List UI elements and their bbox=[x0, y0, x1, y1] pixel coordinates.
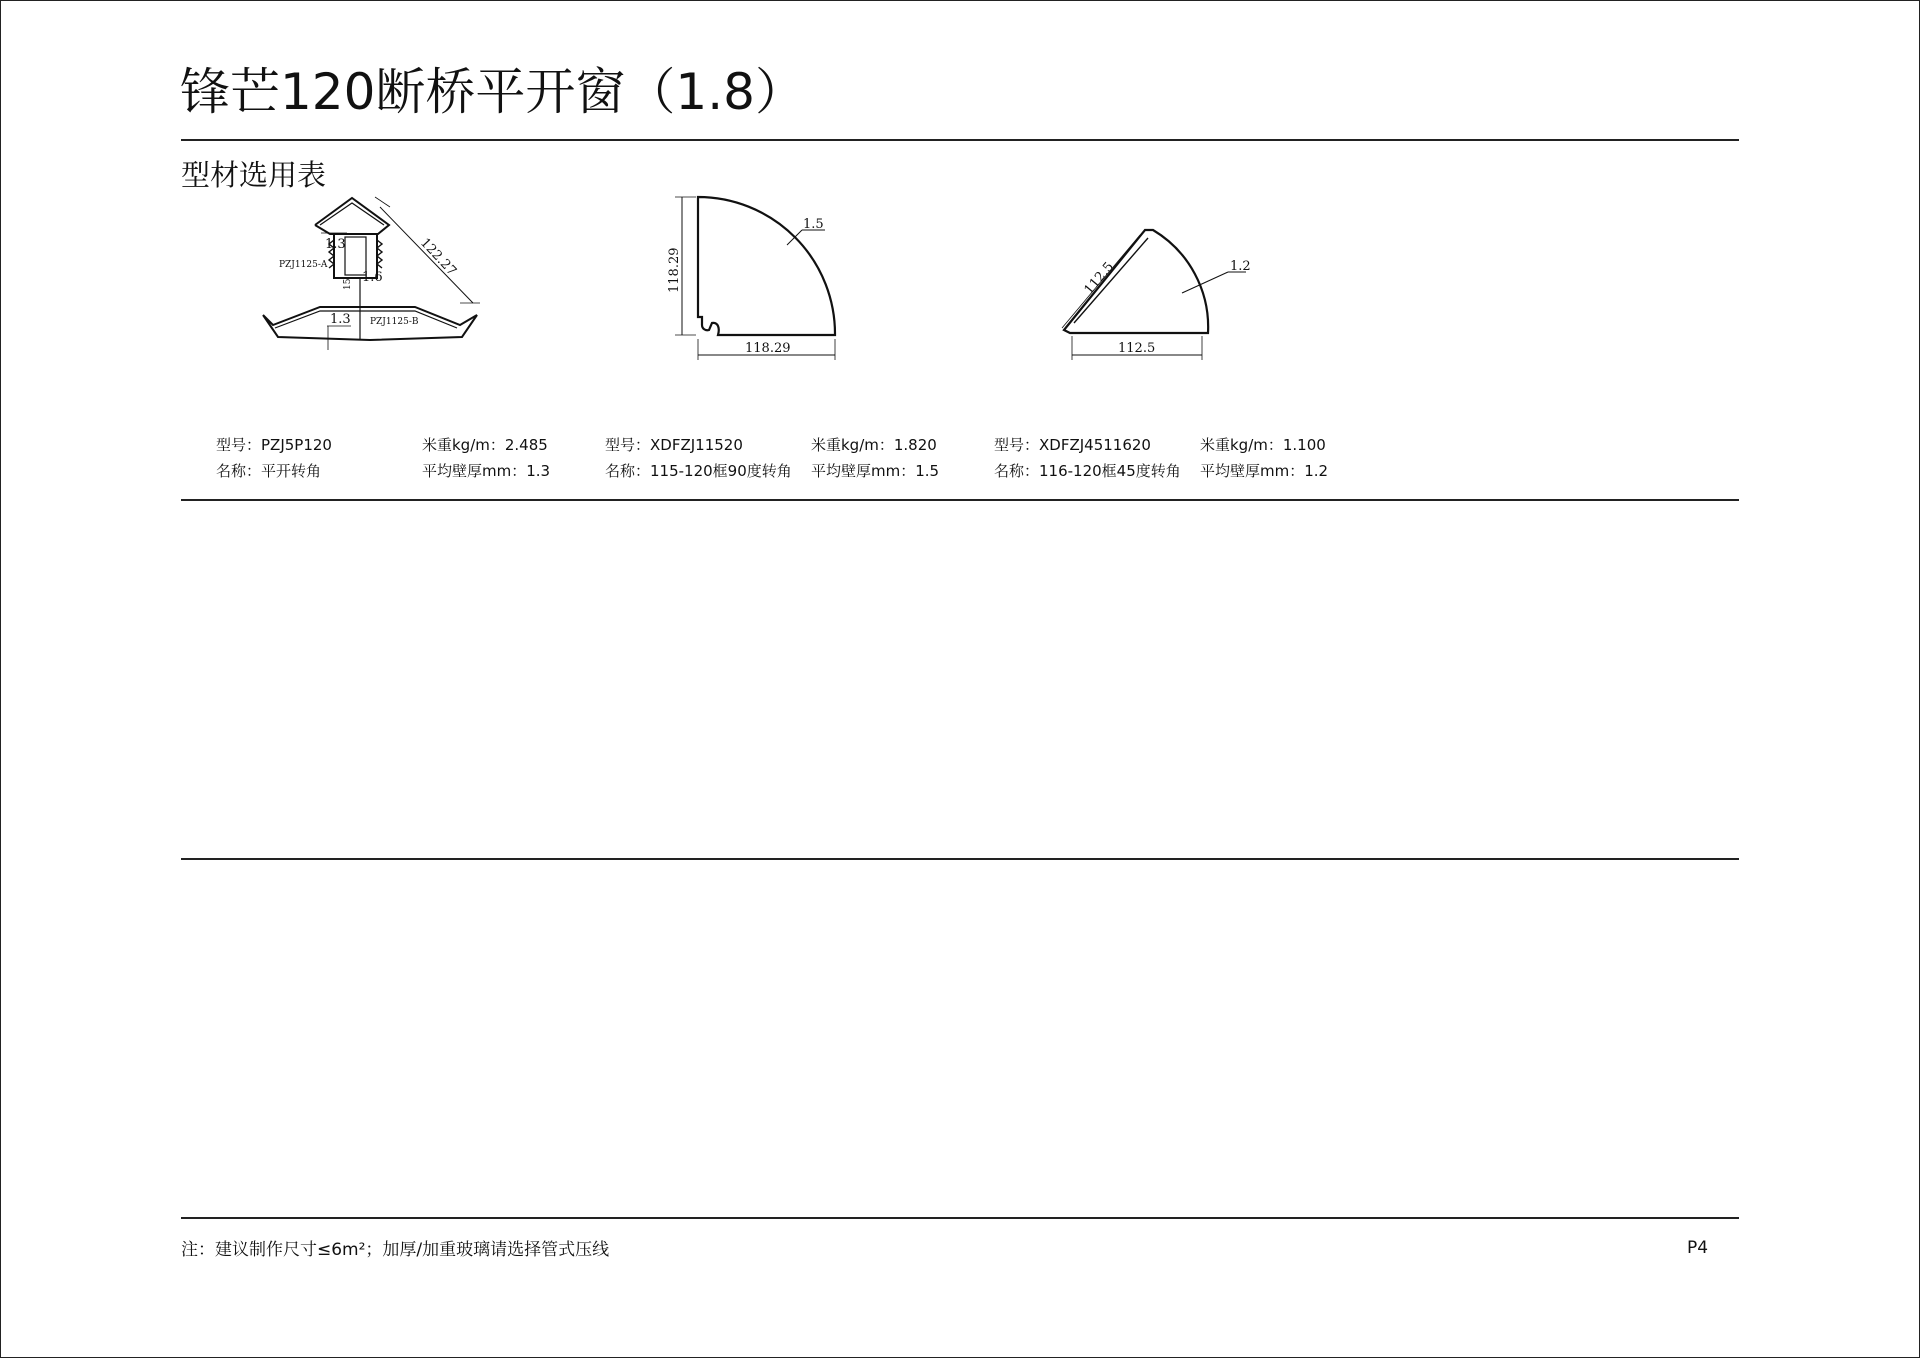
table-divider-1 bbox=[181, 499, 1739, 501]
profile-2-model: 型号：XDFZJ11520 bbox=[605, 436, 743, 454]
dim-t3: 1.3 bbox=[330, 312, 351, 327]
dim-h15: 15 bbox=[343, 278, 353, 290]
dim-bottom: 118.29 bbox=[745, 341, 791, 356]
dim-wall: 1.5 bbox=[803, 217, 824, 232]
profile-3-thickness: 平均壁厚mm：1.2 bbox=[1200, 462, 1329, 480]
profile-3-model: 型号：XDFZJ4511620 bbox=[994, 436, 1151, 454]
page-title: 锋芒120断桥平开窗（1.8） bbox=[180, 63, 805, 121]
sector-profile bbox=[1064, 230, 1208, 333]
page-number: P4 bbox=[1687, 1238, 1709, 1258]
profile-drawing-45-corner bbox=[1050, 185, 1260, 365]
profile-3-name: 名称：116-120框45度转角 bbox=[994, 462, 1181, 480]
profile-drawing-flat-corner bbox=[255, 185, 495, 355]
dim-t1: 1.3 bbox=[325, 237, 346, 252]
section-title: 型材选用表 bbox=[181, 158, 327, 192]
title-rule bbox=[181, 139, 1739, 141]
profile-2-thickness: 平均壁厚mm：1.5 bbox=[811, 462, 940, 480]
profile-2-weight: 米重kg/m：1.820 bbox=[811, 436, 937, 454]
dim-side: 118.29 bbox=[667, 247, 682, 293]
profile-drawing-90-corner bbox=[660, 185, 860, 365]
dim-bottom: 112.5 bbox=[1118, 341, 1156, 356]
dim-t2: 1.6 bbox=[362, 270, 383, 285]
profile-1-name: 名称：平开转角 bbox=[216, 462, 322, 480]
dim-diagonal: 112.5 bbox=[1081, 259, 1117, 298]
profile-2-name: 名称：115-120框90度转角 bbox=[605, 462, 792, 480]
code-a: PZJ1125-A bbox=[279, 260, 328, 270]
table-divider-2 bbox=[181, 858, 1739, 860]
footer-rule bbox=[181, 1217, 1739, 1219]
dim-wall: 1.2 bbox=[1230, 259, 1251, 274]
profile-1-model: 型号：PZJ5P120 bbox=[216, 436, 332, 454]
dim-diagonal: 122.27 bbox=[417, 235, 460, 280]
profile-1-thickness: 平均壁厚mm：1.3 bbox=[422, 462, 551, 480]
footer-note: 注：建议制作尺寸≤6m²；加厚/加重玻璃请选择管式压线 bbox=[181, 1240, 610, 1260]
profile-3-weight: 米重kg/m：1.100 bbox=[1200, 436, 1326, 454]
code-b: PZJ1125-B bbox=[370, 317, 419, 327]
profile-1-weight: 米重kg/m：2.485 bbox=[422, 436, 548, 454]
